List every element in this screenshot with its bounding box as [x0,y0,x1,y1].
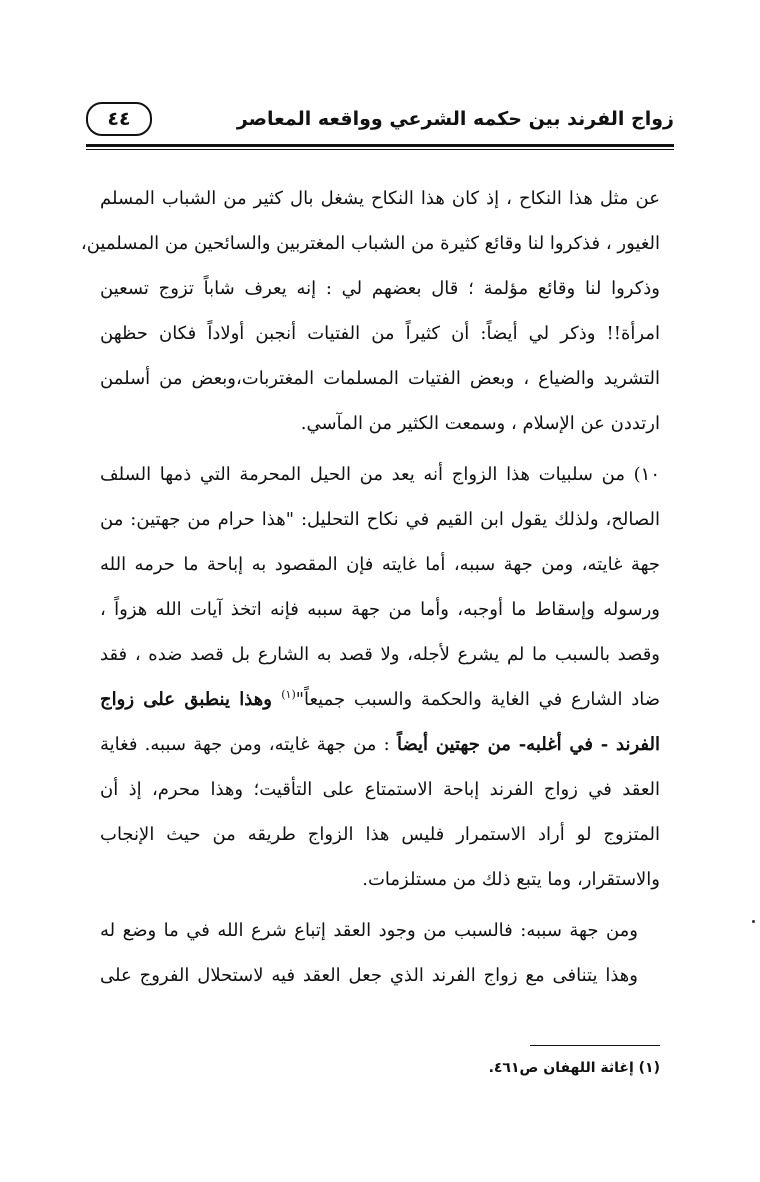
text-line [100,677,660,722]
scan-speck [752,920,755,923]
footnote-separator [530,1045,660,1046]
text-line: ١٠) من سلبيات هذا الزواج أنه يعد من الحيل المحرمة التي ذمها السلف [100,464,660,485]
text-line: ورسوله وإسقاط ما أوجبه، وأما من جهة سببه فإنه اتخذ آيات الله هزواً ، [100,599,660,620]
text-line: ومن جهة سببه: فالسبب من وجود العقد إتباع شرع الله في ما وضع له [100,920,638,941]
line-tail: : من جهة غايته، ومن جهة سببه. فغاية [100,734,397,755]
text-line: والاستقرار، وما يتبع ذلك من مستلزمات. [362,869,660,890]
header-title: زواج الفرند بين حكمه الشرعي وواقعه المعاصر [236,108,674,130]
page-number-badge: ٤٤ [86,102,152,136]
text-line: وهذا يتنافى مع زواج الفرند الذي جعل العقد فيه لاستحلال الفروج على [100,965,638,986]
header-rule-thick [86,144,674,147]
bold-phrase: الفرند - في أغلبه- من جهتين أيضاً [396,734,660,755]
bold-phrase: وهذا ينطبق على زواج [100,689,282,710]
paragraph-3 [100,908,660,998]
paragraph-2 [100,452,660,902]
header-rule-thin [86,149,674,150]
running-header [86,96,674,142]
footnote: (١) إغاثة اللهفان ص٤٦١. [488,1060,660,1076]
text-line: العقد في زواج الفرند إباحة الاستمتاع على التأقيت؛ وهذا محرم، إذ أن [100,779,660,800]
paragraph-1 [80,176,660,446]
text-line: الغيور ، فذكروا لنا وقائع كثيرة من الشباب المغتربين والسائحين من المسلمين، [80,233,660,254]
text-line: التشريد والضياع ، وبعض الفتيات المسلمات المغتربات،وبعض من أسلمن [100,368,660,389]
text-line: المتزوج لو أراد الاستمرار فليس هذا الزواج طريقه من حيث الإنجاب [100,824,660,845]
text-line [100,722,660,767]
text-line: ارتددن عن الإسلام ، وسمعت الكثير من المآسي. [300,413,660,434]
text-line: امرأة!! وذكر لي أيضاً: أن كثيراً من الفتيات أنجبن أولاداً فكان حظهن [100,323,660,344]
text-line: جهة غايته، ومن جهة سببه، أما غايته فإن المقصود به إباحة ما حرمه الله [100,554,660,575]
text-line: وذكروا لنا وقائع مؤلمة ؛ قال بعضهم لي : إنه يعرف شاباً تزوج تسعين [100,278,660,299]
body-text [80,176,661,1004]
text-line: وقصد بالسبب ما لم يشرع لأجله، ولا قصد به الشارع بل قصد ضده ، فقد [100,644,660,665]
text-line: الصالح، ولذلك يقول ابن القيم في نكاح التحليل: "هذا حرام من جهتين: من [100,509,660,530]
quote-end-text: ضاد الشارع في الغاية والحكمة والسبب جميعاً" [295,689,661,710]
footnote-reference[interactable]: (١) [281,688,296,701]
text-line: عن مثل هذا النكاح ، إذ كان هذا النكاح يشغل بال كثير من الشباب المسلم [100,188,660,209]
